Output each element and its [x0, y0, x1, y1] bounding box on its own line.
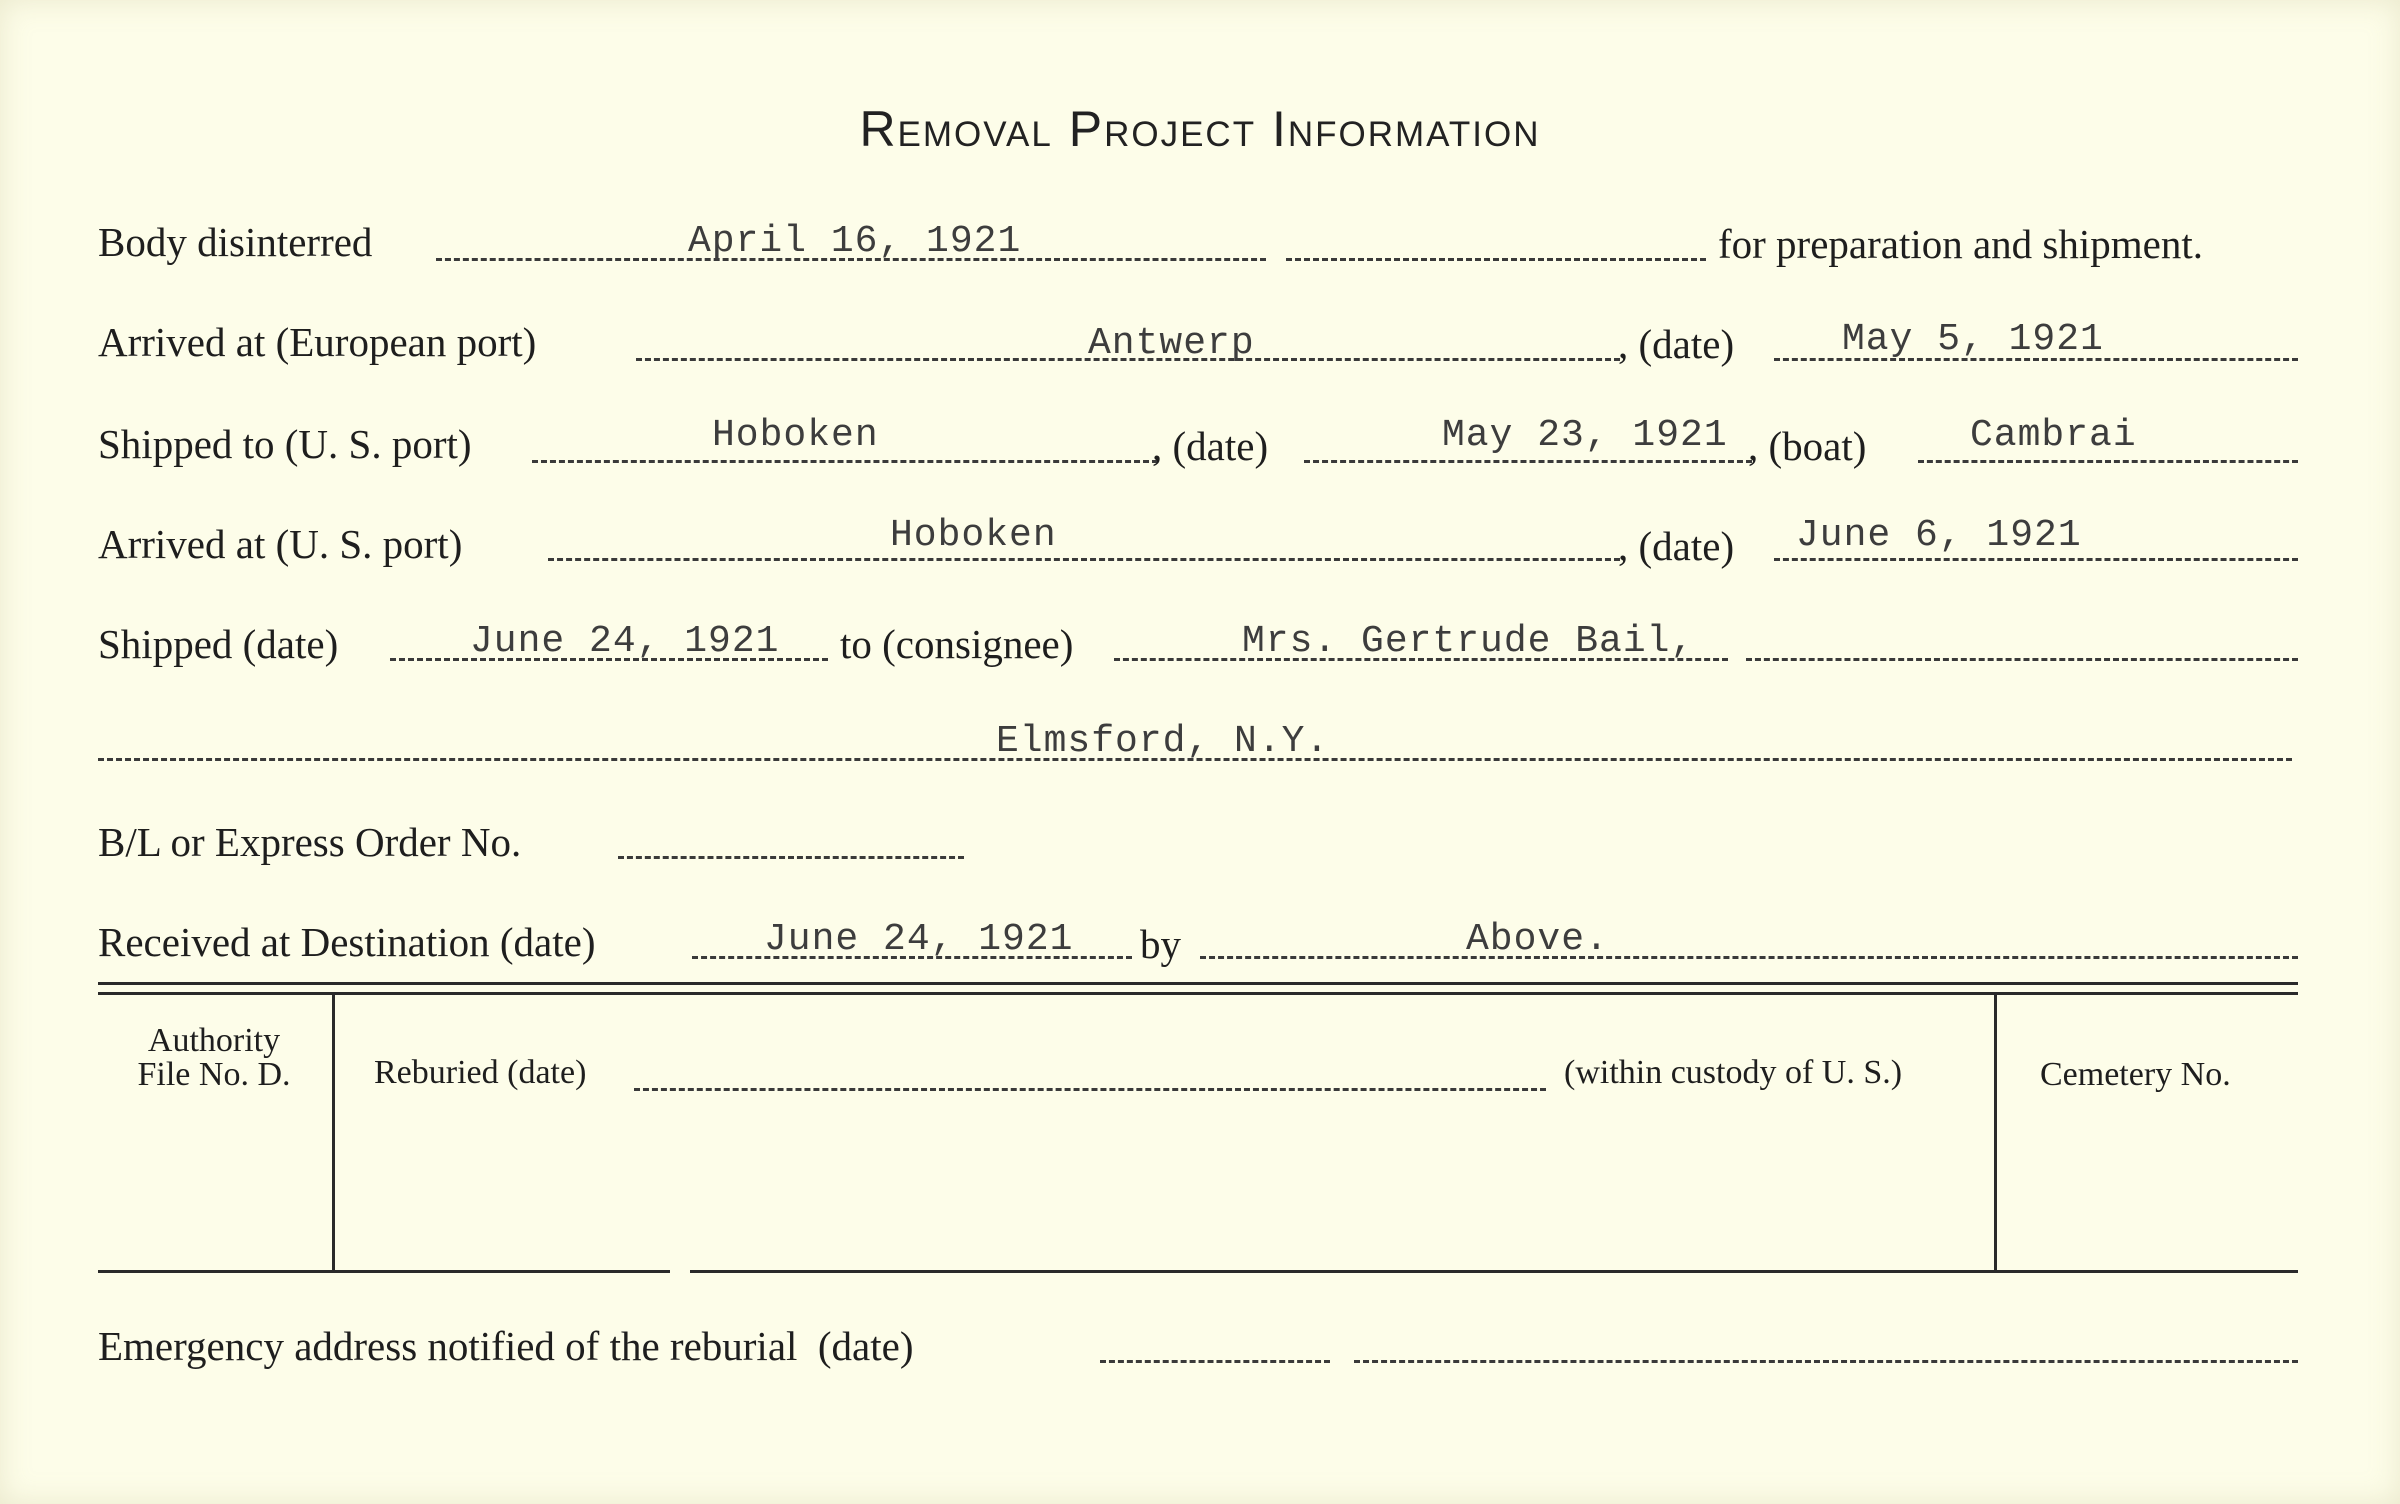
- authority-label-line2: File No. D.: [137, 1056, 291, 1093]
- body-disinterred-line-2: [1286, 258, 1706, 261]
- table-divider-left: [332, 994, 335, 1270]
- table-divider-right: [1994, 994, 1997, 1270]
- arrived-us-line: [548, 558, 1620, 561]
- arrived-european-label: Arrived at (European port): [98, 319, 537, 365]
- table-bottom-rule-left: [98, 1270, 670, 1273]
- shipped-us-boat-line: [1918, 460, 2298, 463]
- body-disinterred-suffix: for preparation and shipment.: [1718, 221, 2204, 267]
- emergency-line: [1100, 1360, 1330, 1363]
- reburied-line: [634, 1088, 1546, 1091]
- consignee-line-2: [1746, 658, 2298, 661]
- bl-order-line: [618, 856, 964, 859]
- bl-order-label: B/L or Express Order No.: [98, 819, 522, 865]
- consignee-address: Elmsford, N.Y.: [996, 720, 1330, 763]
- arrived-us-port: Hoboken: [890, 514, 1057, 557]
- shipped-us-port: Hoboken: [712, 414, 879, 457]
- arrived-us-date: June 6, 1921: [1796, 514, 2082, 557]
- received-by-line: [1200, 956, 2298, 959]
- emergency-label: Emergency address notified of the reburial (date): [98, 1323, 914, 1369]
- shipped-date-value: June 24, 1921: [470, 620, 780, 663]
- shipped-us-boat-label: , (boat): [1748, 423, 1867, 469]
- received-by-label: by: [1140, 921, 1181, 967]
- shipped-us-label: Shipped to (U. S. port): [98, 421, 472, 467]
- arrived-us-date-line: [1774, 558, 2298, 561]
- authority-label: [98, 1024, 330, 1092]
- consignee-label: to (consignee): [840, 621, 1074, 667]
- arrived-european-date: May 5, 1921: [1842, 318, 2104, 361]
- shipped-us-date: May 23, 1921: [1442, 414, 1728, 457]
- custody-label: (within custody of U. S.): [1564, 1054, 1903, 1091]
- received-label: Received at Destination (date): [98, 919, 596, 965]
- body-disinterred-value: April 16, 1921: [688, 220, 1022, 263]
- table-top-rule-2: [98, 992, 2298, 995]
- body-disinterred-label: Body disinterred: [98, 219, 373, 265]
- shipped-us-date-label: , (date): [1152, 423, 1269, 469]
- table-top-rule: [98, 982, 2298, 985]
- shipped-date-label: Shipped (date): [98, 621, 339, 667]
- cemetery-label: Cemetery No.: [2040, 1056, 2231, 1093]
- arrived-european-port: Antwerp: [1088, 322, 1255, 365]
- received-date: June 24, 1921: [764, 918, 1074, 961]
- emergency-line-2: [1354, 1360, 2298, 1363]
- page-title: Removal Project Information: [859, 101, 1541, 157]
- authority-label-line1: Authority: [147, 1022, 281, 1059]
- consignee-value: Mrs. Gertrude Bail,: [1242, 620, 1695, 663]
- shipped-us-date-line: [1304, 460, 1752, 463]
- shipped-us-boat: Cambrai: [1970, 414, 2137, 457]
- arrived-european-date-label: , (date): [1618, 321, 1735, 367]
- received-by: Above.: [1466, 918, 1609, 961]
- table-bottom-rule-right: [690, 1270, 2298, 1273]
- shipped-us-line: [532, 460, 1158, 463]
- reburied-label: Reburied (date): [374, 1054, 587, 1091]
- arrived-us-date-label: , (date): [1618, 523, 1735, 569]
- arrived-us-label: Arrived at (U. S. port): [98, 521, 463, 567]
